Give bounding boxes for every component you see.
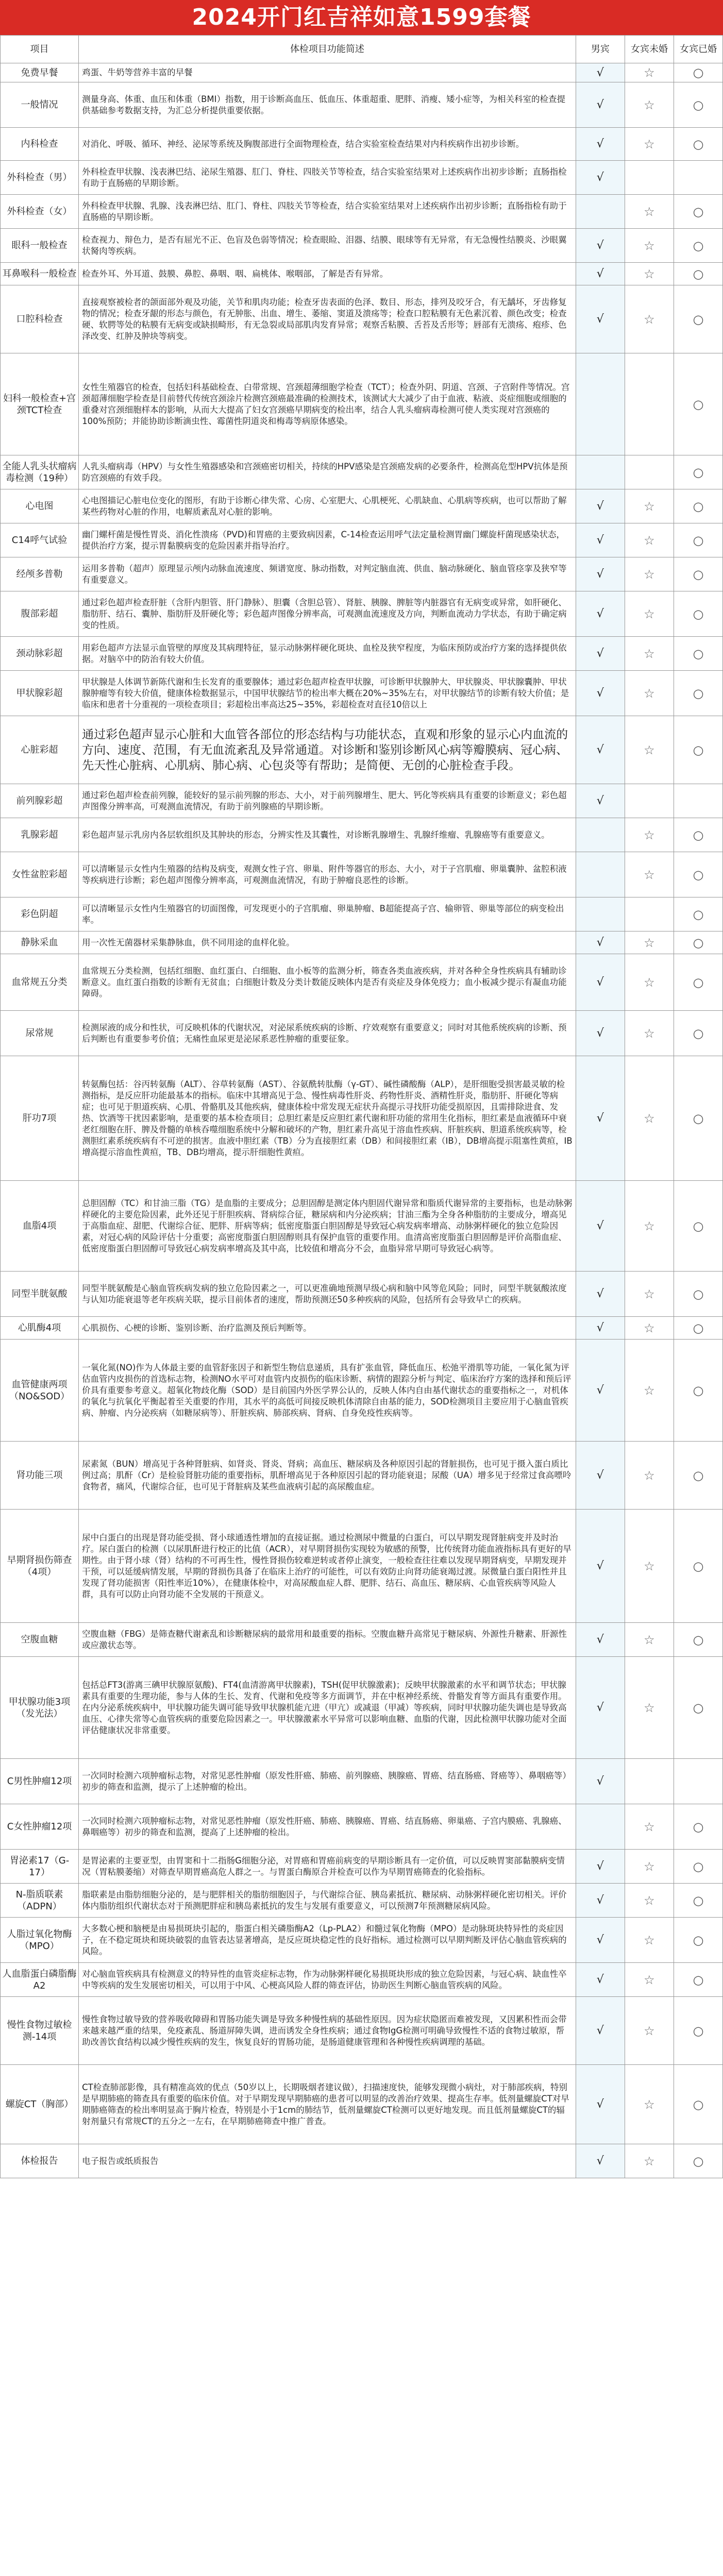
mark-female-single: ☆ bbox=[625, 1056, 674, 1181]
table-row bbox=[1, 285, 723, 353]
mark-female-single: ☆ bbox=[625, 229, 674, 263]
mark-female-married: ○ bbox=[674, 1011, 722, 1056]
mark-female-single: ☆ bbox=[625, 557, 674, 591]
mark-female-married: ○ bbox=[674, 1272, 722, 1317]
row-item-name: 口腔科检查 bbox=[1, 285, 79, 353]
row-description: CT检查肺部影像，具有精准高效的优点（50岁以上，长期吸烟者建议做），扫描速度快，能够发现微小病灶，对于肺部疾病，特别是早期肺癌的筛查具有重要的临床价值。对于早期发现早期肺癌的患者可以明显的改善治疗效果、提高生存率。低剂量螺旋CT对早期肺癌筛查的检出率明显高于胸片检查，特别是小于1cm的肺结节，低剂量螺旋CT检测可以更好地发现。而且低剂量螺旋CT的辐射剂量只有常规CT的五分之一左右，在早期肺癌筛查中推广普查。 bbox=[79, 2065, 576, 2144]
row-description: 可以清晰显示女性内生殖器的结构及病变，观测女性子宫、卵巢、附件等器官的形态、大小，对于子宫肌瘤、卵巢囊肿、盆腔积液等疾病进行诊断；彩色超声图像分辨率高，可观测血流情况，有助于肿瘤良恶性的诊断。 bbox=[79, 852, 576, 897]
mark-male: √ bbox=[576, 1997, 625, 2065]
mark-female-married: ○ bbox=[674, 931, 722, 954]
table-row bbox=[1, 1997, 723, 2065]
mark-male: √ bbox=[576, 128, 625, 161]
row-item-name: 外科检查（女） bbox=[1, 195, 79, 229]
mark-male: √ bbox=[576, 1850, 625, 1884]
table-row bbox=[1, 2065, 723, 2144]
mark-male: √ bbox=[576, 2065, 625, 2144]
mark-female-married: ○ bbox=[674, 591, 722, 637]
mark-female-married: ○ bbox=[674, 671, 722, 716]
mark-female-single: ☆ bbox=[625, 1340, 674, 1442]
mark-female-married: ○ bbox=[674, 716, 722, 784]
table-row bbox=[1, 161, 723, 195]
row-description: 外科检查甲状腺、乳腺、浅表淋巴结、肛门、脊柱、四肢关节等检查，结合实验室结果对上述疾病作出初步诊断；直肠指检有助于直肠癌的早期诊断。 bbox=[79, 195, 576, 229]
mark-male: √ bbox=[576, 716, 625, 784]
table-row bbox=[1, 1884, 723, 1918]
mark-female-married: ○ bbox=[674, 954, 722, 1011]
row-description: 通过彩色超声显示心脏和大血管各部位的形态结构与功能状态，直观和形象的显示心内血流的方向、速度、范围，有无血流紊乱及异常通道。对诊断和鉴别诊断风心病等瓣膜病、冠心病、先天性心脏病、心肌病、肺心病、心包炎等有帮助；是简便、无创的心脏检查手段。 bbox=[79, 716, 576, 784]
mark-male: √ bbox=[576, 637, 625, 671]
table-row bbox=[1, 1272, 723, 1317]
header-desc: 体检项目功能简述 bbox=[79, 36, 576, 63]
mark-male: √ bbox=[576, 161, 625, 195]
table-row bbox=[1, 1623, 723, 1657]
mark-female-married: ○ bbox=[674, 353, 722, 455]
row-description: 同型半胱氨酸是心脑血管疾病发病的独立危险因素之一，可以更准确地预测早级心病和脑中风等危风险；同时，同型半胱氨酸浓度与认知功能衰退等老年疾病关联，提示目前体者的速度，帮助预测还50多种疾病的风险，包括所有会导致早亡的疾病。 bbox=[79, 1272, 576, 1317]
mark-male bbox=[576, 818, 625, 852]
row-item-name: 空腹血糖 bbox=[1, 1623, 79, 1657]
row-item-name: 内科检查 bbox=[1, 128, 79, 161]
mark-male: √ bbox=[576, 1056, 625, 1181]
mark-male: √ bbox=[576, 954, 625, 1011]
table-row bbox=[1, 1181, 723, 1272]
mark-male: √ bbox=[576, 2144, 625, 2178]
row-description: 是胃泌素的主要亚型，由胃窦和十二指肠G细胞分泌，对胃癌和胃癌前病变的早期诊断具有一定价值，可以反映胃窦部黏膜病变情况（胃粘膜萎缩）对筛查早期胃癌高危人群之一。与胃蛋白酶原合并检查可以作为早期胃癌筛查的化验指标。 bbox=[79, 1850, 576, 1884]
mark-female-single: ☆ bbox=[625, 1657, 674, 1759]
row-description: 包括总FT3(游离三碘甲状腺原氨酸)、FT4(血清游离甲状腺素)，TSH(促甲状腺激素)；反映甲状腺激素的水平和调节状态；甲状腺素具有重要的生理功能，参与人体的生长、发育、代谢和免疫等多方面调节，并在中枢神经系统、骨骼发育等方面具有重要作用。在内分泌系统疾病中，甲状腺功能失调可能导致甲状腺机能亢进（甲亢）或减退（甲减）等疾病，同时甲状腺功能失调也是导致高血压、心律失常等心血管疾病的重要危险因素之一。甲状腺激素水平异常可以影响血糖、血脂的代谢，因此检测甲状腺功能对全面评估健康状况非常重要。 bbox=[79, 1657, 576, 1759]
mark-male: √ bbox=[576, 1759, 625, 1804]
table-row bbox=[1, 353, 723, 455]
mark-female-married: ○ bbox=[674, 263, 722, 285]
table-row bbox=[1, 637, 723, 671]
row-description: 用一次性无菌器材采集静脉血，供不同用途的血样化验。 bbox=[79, 931, 576, 954]
mark-male: √ bbox=[576, 1623, 625, 1657]
mark-female-single: ☆ bbox=[625, 82, 674, 128]
row-description: 对消化、呼吸、循环、神经、泌尿等系统及胸腹部进行全面物理检查，结合实验室检查结果对内科疾病作出初步诊断。 bbox=[79, 128, 576, 161]
mark-female-single: ☆ bbox=[625, 818, 674, 852]
row-description: 总胆固醇（TC）和甘油三脂（TG）是血脂的主要成分；总胆固醇是测定体内胆固代谢异常和脂质代谢异常的主要指标，也是动脉粥样硬化的主要危险因素，此外还见于肝胆疾病、肾病综合征，糖尿病和内分泌疾病；甘油三酯为全身各种脂肪的主要成分，增高见于高脂血症、甜肥、代谢综合征、肥胖、肝病等病；低密度脂蛋白胆固醇是导致冠心病发病率增高、动脉粥样硬化的独立危险因素，对冠心病的风险评估十分重要；高密度脂蛋白胆固醇则具有保护血管的重要作用。血清高密度脂蛋白胆固醇是评价高脂血症、低密度脂蛋白胆固醇可导致冠心病发病率增高及其中高，比较值和增高分不会，血脂异常早期可导致冠心病等。 bbox=[79, 1181, 576, 1272]
table-row bbox=[1, 1759, 723, 1804]
table-row bbox=[1, 1442, 723, 1510]
table-row bbox=[1, 671, 723, 716]
table-row bbox=[1, 1804, 723, 1850]
table-row bbox=[1, 557, 723, 591]
mark-female-single: ☆ bbox=[625, 63, 674, 82]
table-row bbox=[1, 2144, 723, 2178]
table-row bbox=[1, 128, 723, 161]
row-item-name: 人血脂蛋白磷脂酶A2 bbox=[1, 1963, 79, 1997]
row-description: 幽门螺杆菌是慢性胃炎、消化性溃疡（PVD)和胃癌的主要致病因素，C-14检查运用呼气法定量检测胃幽门螺旋杆菌现感染状态，提供治疗方案，提示胃黏膜病变的危险因素并指导治疗。 bbox=[79, 523, 576, 557]
row-item-name: 人脂过氧化物酶（MPO） bbox=[1, 1918, 79, 1963]
mark-female-single: ☆ bbox=[625, 195, 674, 229]
mark-female-married: ○ bbox=[674, 557, 722, 591]
row-description: 电子报告或纸质报告 bbox=[79, 2144, 576, 2178]
row-item-name: C女性肿瘤12项 bbox=[1, 1804, 79, 1850]
row-description: 女性生殖器官的检查，包括妇科基础检查、白带常规、宫颈超薄细胞学检查（TCT）；检查外阴、阴道、宫颈、子宫附件等情况。宫颈超薄细胞学检查是目前替代传统宫颈涂片检测宫颈癌最准确的检测技术，该测试大大减少了由于血液、粘液、炎症细胞或细胞的重叠对宫颈细胞样本的影响，从而大大提高了妇女宫颈癌早期病变的检出率，结合人乳头瘤病毒检测可使人类实现对宫颈癌的100%预防；并能协助诊断滴虫性、霉菌性阴道炎和梅毒等病原体感染。 bbox=[79, 353, 576, 455]
row-item-name: 颈动脉彩超 bbox=[1, 637, 79, 671]
mark-female-single: ☆ bbox=[625, 1442, 674, 1510]
row-item-name: 经颅多普勒 bbox=[1, 557, 79, 591]
row-description: 尿素氮（BUN）增高见于各种肾脏病、如肾炎、肾炎、肾病；高血压、糖尿病及各种原因引起的肾脏损伤，也可见于摄入蛋白质比例过高；肌酐（Cr）是检验肾脏功能的重要指标，肌酐增高见于各种原因引起的肾功能衰退；尿酸（UA）增多见于经常过食高嘌呤食物者，痛风，代谢综合征，也可见于肾脏病及某些血液病引起的高尿酸血症。 bbox=[79, 1442, 576, 1510]
row-item-name: 慢性食物过敏检测-14项 bbox=[1, 1997, 79, 2065]
mark-female-single: ☆ bbox=[625, 852, 674, 897]
row-description: 可以清晰显示女性内生殖器官的切面图像，可发现更小的子宫肌瘤、卵巢肿瘤、B超能提高子宫、输卵管、卵巢等部位的病变检出率。 bbox=[79, 897, 576, 931]
mark-female-married: ○ bbox=[674, 852, 722, 897]
row-item-name: 肝功7项 bbox=[1, 1056, 79, 1181]
row-description: 一次同时检测六项肿瘤标志物，对常见恶性肿瘤（原发性肝癌、肺癌、前列腺癌、胰腺癌、胃癌、结直肠癌、肾癌等）、鼻咽癌等）初步的筛查和监测，提示了上述肿瘤的检出。 bbox=[79, 1759, 576, 1804]
row-item-name: 一般情况 bbox=[1, 82, 79, 128]
table-row bbox=[1, 263, 723, 285]
mark-male: √ bbox=[576, 1510, 625, 1623]
row-item-name: 静脉采血 bbox=[1, 931, 79, 954]
row-item-name: C14呼气试验 bbox=[1, 523, 79, 557]
table-row bbox=[1, 954, 723, 1011]
mark-female-married: ○ bbox=[674, 1340, 722, 1442]
row-item-name: 外科检查（男） bbox=[1, 161, 79, 195]
header-female-single: 女宾未婚 bbox=[625, 36, 674, 63]
mark-male: √ bbox=[576, 523, 625, 557]
package-table bbox=[0, 35, 723, 2178]
mark-male: √ bbox=[576, 1181, 625, 1272]
row-item-name: 同型半胱氨酸 bbox=[1, 1272, 79, 1317]
row-item-name: N-脂质联素（ADPN） bbox=[1, 1884, 79, 1918]
mark-female-married: ○ bbox=[674, 818, 722, 852]
row-description: 慢性食物过敏导致的营养吸收障碍和胃肠功能失调是导致多种慢性病的基础性原因。因为症状隐匿而难被发现，又因累积性而会带来越来越严重的结果，免疫紊乱、肠道屏障失调，进而诱发全身性疾病；通过食物IgG检测可明确导致慢性不适的食物过敏原，帮助改善饮食结构以减少慢性疾病的发生，恢复良好的胃肠功能，是肠道健康管理和各种慢性疾病调理的基础。 bbox=[79, 1997, 576, 2065]
mark-female-married: ○ bbox=[674, 1623, 722, 1657]
row-description: 检查视力、辩色力，是否有屈光不正、色盲及色弱等情况；检查眼睑、泪器、结膜、眼球等有无异常，有无急慢性结膜炎、沙眼翼状胬肉等疾病。 bbox=[79, 229, 576, 263]
mark-male: √ bbox=[576, 1918, 625, 1963]
mark-female-single: ☆ bbox=[625, 1963, 674, 1997]
row-description: 心电图描记心脏电位变化的图形，有助于诊断心律失常、心房、心室肥大、心肌梗死、心肌缺血、心肌病等疾病，也可以帮助了解某些药物对心脏的作用，电解质紊乱对心脏的影响。 bbox=[79, 489, 576, 523]
mark-female-married: ○ bbox=[674, 82, 722, 128]
row-description: 用彩色超声方法显示血管壁的厚度及其病理特征，显示动脉粥样硬化斑块、血栓及狭窄程度，为临床预防或治疗方案的选择提供依据。对脑卒中的防治有较大价值。 bbox=[79, 637, 576, 671]
mark-female-single: ☆ bbox=[625, 489, 674, 523]
mark-female-married: ○ bbox=[674, 1804, 722, 1850]
mark-female-married bbox=[674, 784, 722, 818]
mark-female-single bbox=[625, 353, 674, 455]
mark-female-married: ○ bbox=[674, 1918, 722, 1963]
mark-female-married: ○ bbox=[674, 1657, 722, 1759]
mark-female-married: ○ bbox=[674, 523, 722, 557]
row-item-name: C男性肿瘤12项 bbox=[1, 1759, 79, 1804]
mark-female-single: ☆ bbox=[625, 263, 674, 285]
row-description: 直接观察被检者的颌面部外观及功能，关节和肌肉功能；检查牙齿表面的色泽、数目、形态，排列及咬牙合，有无龋坏，牙齿修复物的情况；检查牙龈的形态与颜色，有无肿胀、出血、增生、萎缩、窦道及溃疡等；检查口腔粘膜有无色素沉着、颜色改变；检查硬、软腭等处的粘膜有无病变或缺损畸形，有无急裂或局部肌肉发育异常；观察舌粘膜、舌苔及舌形等；唇部有无溃疡、疱疹、色泽改变、红肿及肿块等病变。 bbox=[79, 285, 576, 353]
mark-female-married: ○ bbox=[674, 2065, 722, 2144]
mark-female-married: ○ bbox=[674, 1056, 722, 1181]
mark-female-married: ○ bbox=[674, 1442, 722, 1510]
row-item-name: 体检报告 bbox=[1, 2144, 79, 2178]
mark-male: √ bbox=[576, 591, 625, 637]
row-description: 通过彩色超声检查肝脏（含肝内胆管、肝门静脉）、胆囊（含胆总管）、肾脏、胰腺、脾脏等内脏器官有无病变或异常，如肝硬化、脂肪肝、结石、囊肿、脂肪肝及肝硬化等；彩色超声图像分辨率高，可观测血流速度及方向，判断血流动力学状态，有助于确定病变的性质。 bbox=[79, 591, 576, 637]
mark-female-married bbox=[674, 161, 722, 195]
mark-female-single: ☆ bbox=[625, 523, 674, 557]
row-item-name: 心肌酶4项 bbox=[1, 1317, 79, 1340]
mark-male: √ bbox=[576, 557, 625, 591]
mark-female-single: ☆ bbox=[625, 1918, 674, 1963]
row-item-name: 眼科一般检查 bbox=[1, 229, 79, 263]
mark-female-single bbox=[625, 784, 674, 818]
row-item-name: 妇科一般检查+宫颈TCT检查 bbox=[1, 353, 79, 455]
header-female-married: 女宾已婚 bbox=[674, 36, 722, 63]
mark-male: √ bbox=[576, 263, 625, 285]
mark-female-single: ☆ bbox=[625, 1011, 674, 1056]
mark-female-married: ○ bbox=[674, 637, 722, 671]
row-description: 一氧化氮(NO)作为人体最主要的血管舒张因子和新型生物信息递质，具有扩张血管，降低血压、松弛平滑肌等功能，一氧化氮为评估血管内皮损伤的首选标志物，检测NO水平可对血管内皮损伤的临床诊断、病情的跟踪分析与判定、临床治疗方案的选择和预后评价具有重要参考意义。超氧化物歧化酶（SOD）是目前国内外医学界公认的，反映人体内自由基代谢状态的重要指标之一，对机体的氧化与抗氧化平衡起着至关重要的作用，其水平的高低可间接反映机体清除自由基的能力，SOD检测项目主要应用于心脑血管疾病、肿瘤、内分泌疾病（如糖尿病等）、肝脏疾病、肺部疾病、肾病、自身免疫性疾病等。 bbox=[79, 1340, 576, 1442]
table-body bbox=[1, 63, 723, 2178]
table-row bbox=[1, 1317, 723, 1340]
row-description: 脂联素是由脂肪细胞分泌的，是与肥胖相关的脂肪细胞因子，与代谢综合征、胰岛素抵抗、糖尿病、动脉粥样硬化密切相关。评价体内脂肪组织代谢状态对于预测肥胖症和胰岛素抵抗的发生与发展有重要意义，可以预测7年预测糖尿病风险。 bbox=[79, 1884, 576, 1918]
mark-female-single: ☆ bbox=[625, 591, 674, 637]
mark-female-married: ○ bbox=[674, 195, 722, 229]
mark-female-single: ☆ bbox=[625, 671, 674, 716]
header-male: 男宾 bbox=[576, 36, 625, 63]
row-item-name: 甲状腺彩超 bbox=[1, 671, 79, 716]
mark-male: √ bbox=[576, 1317, 625, 1340]
mark-female-married: ○ bbox=[674, 128, 722, 161]
mark-female-single: ☆ bbox=[625, 2144, 674, 2178]
row-description: 运用多普勒（超声）原理显示颅内动脉血流速度、频谱宽度、脉动指数，对判定脑血流、供血、脑动脉硬化、脑血管痉挛及狭窄等有重要意义。 bbox=[79, 557, 576, 591]
mark-female-single: ☆ bbox=[625, 1850, 674, 1884]
row-item-name: 血常规五分类 bbox=[1, 954, 79, 1011]
mark-female-single: ☆ bbox=[625, 2065, 674, 2144]
row-description: 检查外耳、外耳道、鼓膜、鼻腔、鼻咽、咽、扁桃体、喉咽部，了解是否有异常。 bbox=[79, 263, 576, 285]
mark-female-single: ☆ bbox=[625, 954, 674, 1011]
mark-male: √ bbox=[576, 1657, 625, 1759]
row-description: 检测尿液的成分和性状，可反映机体的代谢状况，对泌尿系统疾病的诊断、疗效观察有重要意义；同时对其他系统疾病的诊断、预后判断也有重要参考价值；无痛性血尿更是泌尿系恶性肿瘤的重要征象。 bbox=[79, 1011, 576, 1056]
row-description: 心肌损伤、心梗的诊断、鉴别诊断、治疗监测及预后判断等。 bbox=[79, 1317, 576, 1340]
mark-male: √ bbox=[576, 1884, 625, 1918]
table-row bbox=[1, 82, 723, 128]
mark-female-single: ☆ bbox=[625, 1884, 674, 1918]
row-item-name: 乳腺彩超 bbox=[1, 818, 79, 852]
mark-female-single: ☆ bbox=[625, 1510, 674, 1623]
mark-female-single bbox=[625, 161, 674, 195]
mark-female-married: ○ bbox=[674, 1884, 722, 1918]
mark-female-single: ☆ bbox=[625, 637, 674, 671]
row-description: 对心脑血管疾病具有检测意义的特异性的血管炎症标志物，作为动脉粥样硬化易损斑块形成的独立危险因素，与冠心病、缺血性卒中等疾病的发生发展密切相关，可以用于中风、心梗高风险人群的筛查评估，协助医生判断心脑血管疾病的风险。 bbox=[79, 1963, 576, 1997]
row-description: 血常规五分类检测，包括红细胞、血红蛋白、白细胞、血小板等的监测分析，筛查各类血液疾病，并对各种全身性疾病具有辅助诊断意义。血红蛋白指数的诊断有无贫血；白细胞计数及分类计数能反映体内是否有炎症及身体免疫力；血小板减少提示有凝血功能障碍。 bbox=[79, 954, 576, 1011]
mark-male: √ bbox=[576, 671, 625, 716]
row-item-name: 早期肾损伤筛查（4项） bbox=[1, 1510, 79, 1623]
table-row bbox=[1, 195, 723, 229]
row-item-name: 尿常规 bbox=[1, 1011, 79, 1056]
row-item-name: 彩色阴超 bbox=[1, 897, 79, 931]
mark-female-single: ☆ bbox=[625, 285, 674, 353]
table-row bbox=[1, 1850, 723, 1884]
row-item-name: 心脏彩超 bbox=[1, 716, 79, 784]
row-description: 一次同时检测六项肿瘤标志物，对常见恶性肿瘤（原发性肝癌、肺癌、胰腺癌、胃癌、结直肠癌、卵巢癌、子宫内膜癌、乳腺癌、鼻咽癌等）初步的筛查和监测，提高了上述肿瘤的检出。 bbox=[79, 1804, 576, 1850]
table-row bbox=[1, 63, 723, 82]
row-item-name: 胃泌素17（G-17） bbox=[1, 1850, 79, 1884]
row-item-name: 腹部彩超 bbox=[1, 591, 79, 637]
table-row bbox=[1, 229, 723, 263]
row-description: 空腹血糖（FBG）是筛查糖代谢紊乱和诊断糖尿病的最常用和最重要的指标。空腹血糖升高常见于糖尿病、外源性升糖素、肝源性或应激状态等。 bbox=[79, 1623, 576, 1657]
mark-female-single: ☆ bbox=[625, 1804, 674, 1850]
row-item-name: 肾功能三项 bbox=[1, 1442, 79, 1510]
mark-male bbox=[576, 897, 625, 931]
table-row bbox=[1, 1657, 723, 1759]
mark-female-married: ○ bbox=[674, 2144, 722, 2178]
table-row bbox=[1, 897, 723, 931]
mark-female-married: ○ bbox=[674, 1181, 722, 1272]
row-item-name: 耳鼻喉科一般检查 bbox=[1, 263, 79, 285]
mark-female-single: ☆ bbox=[625, 1317, 674, 1340]
mark-female-single: ☆ bbox=[625, 1997, 674, 2065]
mark-male bbox=[576, 1804, 625, 1850]
table-row bbox=[1, 489, 723, 523]
mark-female-single: ☆ bbox=[625, 1623, 674, 1657]
row-description: 大多数心梗和脑梗是由易损斑块引起的，脂蛋白相关磷脂酶A2（Lp-PLA2）和髓过氧化物酶（MPO）是动脉斑块特异性的炎症因子，在不稳定斑块和斑块破裂的血管表达显著增高，是反应斑块稳定性的良好指标。通过检测可以早期判断及评估心脑血管疾病的风险。 bbox=[79, 1918, 576, 1963]
row-description: 通过彩色超声检查前列腺，能较好的显示前列腺的形态、大小，对于前列腺增生、肥大、钙化等疾病具有重要的诊断意义；彩色超声图像分辨率高，可观测血流情况，有助于前列腺癌的早期诊断。 bbox=[79, 784, 576, 818]
mark-male bbox=[576, 195, 625, 229]
mark-male: √ bbox=[576, 1340, 625, 1442]
mark-male: √ bbox=[576, 63, 625, 82]
row-description: 人乳头瘤病毒（HPV）与女性生殖器感染和宫颈癌密切相关，持续的HPV感染是宫颈癌发病的必要条件，检测高危型HPV抗体是预防宫颈癌的有效手段。 bbox=[79, 455, 576, 489]
mark-female-single: ☆ bbox=[625, 931, 674, 954]
row-description: 彩色超声显示乳房内各层软组织及其肿块的形态，分辨实性及其囊性，对诊断乳腺增生、乳腺纤维瘤、乳腺癌等有重要意义。 bbox=[79, 818, 576, 852]
mark-female-single bbox=[625, 455, 674, 489]
table-row bbox=[1, 591, 723, 637]
row-description: 尿中白蛋白的出现是肾功能受损、肾小球通透性增加的直接证据。通过检测尿中微量的白蛋白，可以早期发现肾脏病变并及时治疗。尿白蛋白的检测（以尿肌酐进行校正的比值（ACR），对早期肾损伤实现较为敏感的预警，比传统肾功能血液指标具有更好的早期性。由于肾小球（肾）结构的不可再生性，慢性肾损伤较难逆转或者停止演变，一般检查往往难以发现早期肾病变，早期发现并干预，可以延缓病情发展，早期的肾损伤具备了在临床上治疗的可能性，可以有效防止向肾功能衰竭过渡。尿微量白蛋白阳性并且发现了肾功能损害（阳性率近10%），在健康体检中，对高尿酸血症人群、肥胖、结石、高血压、糖尿病、心血管疾病等风险人群，具有可以防止向肾功能不全发展的干预意义。 bbox=[79, 1510, 576, 1623]
mark-female-married: ○ bbox=[674, 63, 722, 82]
mark-male bbox=[576, 353, 625, 455]
table-row bbox=[1, 716, 723, 784]
table-row bbox=[1, 1963, 723, 1997]
table-row bbox=[1, 523, 723, 557]
mark-male: √ bbox=[576, 1272, 625, 1317]
mark-female-married: ○ bbox=[674, 1963, 722, 1997]
row-item-name: 女性盆腔彩超 bbox=[1, 852, 79, 897]
table-row bbox=[1, 931, 723, 954]
table-row bbox=[1, 1340, 723, 1442]
row-item-name: 血管健康两项（NO&SOD） bbox=[1, 1340, 79, 1442]
mark-male bbox=[576, 852, 625, 897]
mark-male: √ bbox=[576, 82, 625, 128]
mark-female-married: ○ bbox=[674, 1850, 722, 1884]
mark-male: √ bbox=[576, 784, 625, 818]
mark-male: √ bbox=[576, 1963, 625, 1997]
mark-male: √ bbox=[576, 229, 625, 263]
row-description: 甲状腺是人体调节新陈代谢和生长发育的重要腺体；通过彩色超声检查甲状腺，可诊断甲状腺肿大、甲状腺炎、甲状腺囊肿、甲状腺肿瘤等有较大价值，健康体检数据显示，中国甲状腺结节的检出率大概在20%~35%左右，对甲状腺结节的诊断有较大价值；是临床和患者十分重视的一项检查项目；彩超检出率高达25~35%，彩超检查对直径10倍以上 bbox=[79, 671, 576, 716]
mark-female-married: ○ bbox=[674, 455, 722, 489]
table-row bbox=[1, 818, 723, 852]
table-row bbox=[1, 852, 723, 897]
header-item: 项目 bbox=[1, 36, 79, 63]
mark-female-single bbox=[625, 897, 674, 931]
row-item-name: 全能人乳头状瘤病毒检测（19种） bbox=[1, 455, 79, 489]
mark-female-single: ☆ bbox=[625, 716, 674, 784]
mark-female-married: ○ bbox=[674, 897, 722, 931]
row-description: 鸡蛋、牛奶等营养丰富的早餐 bbox=[79, 63, 576, 82]
mark-female-married: ○ bbox=[674, 285, 722, 353]
mark-female-single: ☆ bbox=[625, 1272, 674, 1317]
table-row bbox=[1, 1918, 723, 1963]
mark-female-single: ☆ bbox=[625, 128, 674, 161]
mark-female-married bbox=[674, 1759, 722, 1804]
row-item-name: 甲状腺功能3项（发光法） bbox=[1, 1657, 79, 1759]
row-item-name: 心电图 bbox=[1, 489, 79, 523]
mark-male: √ bbox=[576, 285, 625, 353]
page-title: 2024开门红吉祥如意1599套餐 bbox=[0, 0, 723, 35]
row-item-name: 前列腺彩超 bbox=[1, 784, 79, 818]
row-item-name: 螺旋CT（胸部） bbox=[1, 2065, 79, 2144]
mark-male: √ bbox=[576, 1442, 625, 1510]
mark-female-married: ○ bbox=[674, 1510, 722, 1623]
row-item-name: 免费早餐 bbox=[1, 63, 79, 82]
mark-male: √ bbox=[576, 931, 625, 954]
mark-male bbox=[576, 455, 625, 489]
mark-female-single bbox=[625, 1759, 674, 1804]
mark-female-married: ○ bbox=[674, 229, 722, 263]
table-row bbox=[1, 1056, 723, 1181]
row-item-name: 血脂4项 bbox=[1, 1181, 79, 1272]
mark-male: √ bbox=[576, 489, 625, 523]
mark-female-married: ○ bbox=[674, 1997, 722, 2065]
row-description: 测量身高、体重、血压和体重（BMI）指数，用于诊断高血压、低血压、体重超重、肥胖、消瘦、矮小症等，为相关科室的检查提供基础参考数据支持，为汇总分析提供重要依据。 bbox=[79, 82, 576, 128]
mark-male: √ bbox=[576, 1011, 625, 1056]
row-description: 外科检查甲状腺、浅表淋巴结、泌尿生殖器、肛门、脊柱、四肢关节等检查，结合实验室结果对上述疾病作出初步诊断；直肠指检有助于直肠癌的早期诊断。 bbox=[79, 161, 576, 195]
row-description: 转氨酶包括：谷丙转氨酶（ALT）、谷草转氨酶（AST）、谷氨酰转肽酶（γ-GT）、碱性磷酸酶（ALP），是肝细胞受损害最灵敏的检测指标，是反应肝功能最基本的指标。临床中其增高见于急、慢性病毒性肝炎、药物性肝炎、酒精性肝炎，脂肪肝、肝硬化等病症；也可见于胆道疾病、心肌、骨骼肌及其他疾病，健康体检中常发现无症状升高提示寻找肝功能受损原因，且需排除进食、发热、饮酒等干扰因素影响，是重要的基本检查项目；总胆红素是反应胆红素代谢和肝功能的常用生化指标，胆红素是血液循环中衰老红细胞在肝、脾及骨髓的单核吞噬细胞系统中分解和破坏的产物，胆红素升高见于溶血性疾病、肝脏疾病、胆道系统疾病等，检测胆红素系统疾病有不可逆的损害。血液中胆红素（TB）分为直接胆红素（DB）和间接胆红素（IB），DB增高提示阻塞性黄疸，IB增高提示溶血性黄疸，TB、DB均增高，提示肝细胞性黄疸。 bbox=[79, 1056, 576, 1181]
table-row bbox=[1, 455, 723, 489]
table-row bbox=[1, 1510, 723, 1623]
table-row bbox=[1, 1011, 723, 1056]
table-header-row bbox=[1, 36, 723, 63]
mark-female-married: ○ bbox=[674, 489, 722, 523]
table-row bbox=[1, 784, 723, 818]
mark-female-married: ○ bbox=[674, 1317, 722, 1340]
mark-female-single: ☆ bbox=[625, 1181, 674, 1272]
